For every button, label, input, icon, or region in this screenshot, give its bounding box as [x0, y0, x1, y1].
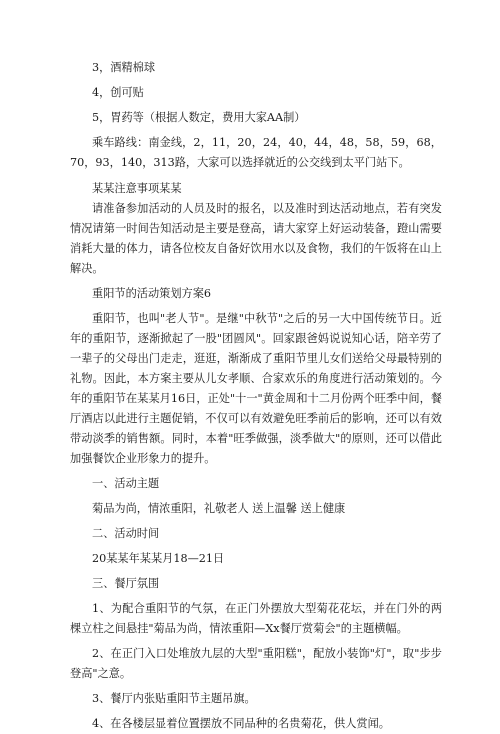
paragraph: 3，酒精棉球	[92, 61, 156, 74]
paragraph: 3、餐厅内张贴重阳节主题吊旗。	[92, 692, 256, 705]
paragraph: 菊品为尚，情浓重阳，礼敬老人 送上温馨 送上健康	[92, 502, 346, 515]
paragraph: 重阳节，也叫"老人节"。是继"中秋节"之后的另一大中国传统节日。近年的重阳节，逐渐掀起了一股"团圆风"。回家跟爸妈说说知心话，陪辛劳了一辈子的父母出门走走，逛逛，渐渐成了重阳节里儿女们送给父母最特别的礼物。因此，本方案主要从儿女孝顺、合家欢乐的角度进行活动策划的。今年的重阳节在某某月16日，正处"十一"黄金周和十二月份两个旺季中间，餐厅酒店以此进行主题促销，不仅可以有效避免旺季前后的影响，还可以有效带动淡季的销售额。同时，本着"旺季做强，淡季做大"的原则，还可以借此加强餐饮企业形象力的提升。	[70, 312, 442, 465]
paragraph: 20某某年某某月18—21日	[92, 552, 225, 565]
document-body	[70, 58, 442, 734]
paragraph: 二、活动时间	[92, 527, 160, 540]
paragraph: 一、活动主题	[92, 477, 160, 490]
paragraph: 4，创可贴	[92, 86, 144, 99]
paragraph: 三、餐厅氛围	[92, 577, 160, 590]
paragraph: 某某注意事项某某	[92, 182, 182, 195]
paragraph: 4、在各楼层显着位置摆放不同品种的名贵菊花，供人赏闻。	[92, 717, 390, 730]
paragraph: 5，胃药等（根据人数定，费用大家AA制）	[92, 111, 306, 124]
paragraph: 重阳节的活动策划方案6	[92, 287, 211, 300]
paragraph: 1、为配合重阳节的气氛，在正门外摆放大型菊花花坛，并在门外的两棵立柱之间悬挂"菊品为尚，情浓重阳—Xx餐厅赏菊会"的主题横幅。	[70, 602, 442, 635]
paragraph: 请准备参加活动的人员及时的报名，以及准时到达活动地点，若有突发情况请第一时间告知活动是主要是登高，请大家穿上好运动装备，蹬山需要消耗大量的体力，请各位校友自备好饮用水以及食物，我们的午饭将在山上解决。	[70, 202, 442, 275]
paragraph: 乘车路线：南金线，2，11，20，24，40，44，48，58，59，68，70，93，140，313路，大家可以选择就近的公交线到太平门站下。	[70, 136, 442, 169]
paragraph: 2、在正门入口处堆放九层的大型"重阳糕"，配放小装饰"灯"，取"步步登高"之意。	[70, 647, 442, 680]
